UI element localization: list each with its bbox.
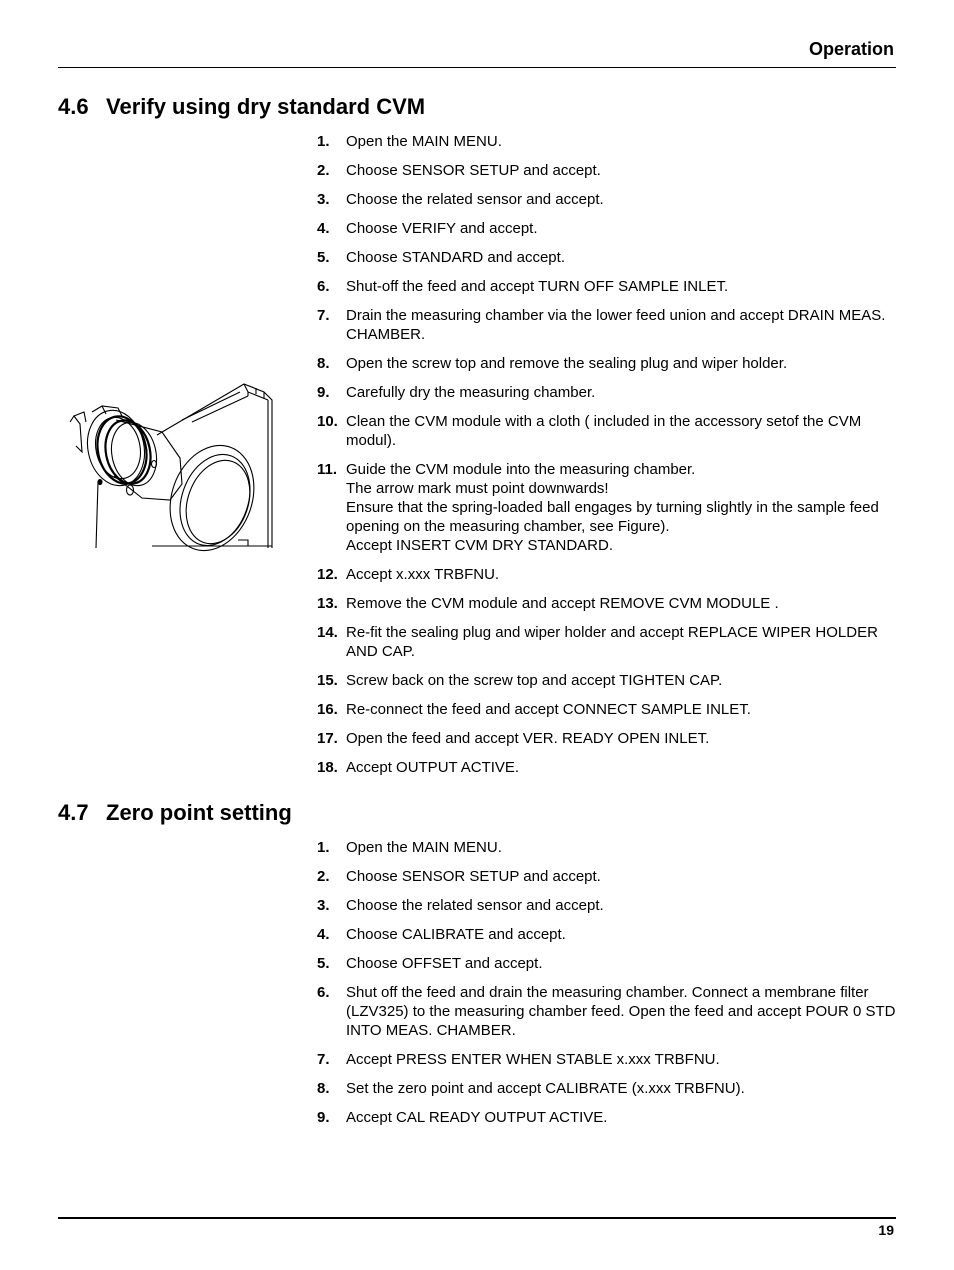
step-text: Clean the CVM module with a cloth ( included in the accessory setof the CVM modul). bbox=[346, 413, 862, 449]
step-text: Re-connect the feed and accept CONNECT SAMPLE INLET. bbox=[346, 701, 751, 718]
step-item bbox=[317, 867, 897, 886]
footer-divider bbox=[58, 1217, 896, 1219]
step-text: Accept x.xxx TRBFNU. bbox=[346, 566, 500, 583]
step-item bbox=[317, 460, 897, 555]
step-text: Re-fit the sealing plug and wiper holder and accept REPLACE WIPER HOLDER AND CAP. bbox=[346, 624, 878, 660]
step-text: Choose OFFSET and accept. bbox=[346, 955, 543, 972]
step-list-zero-point bbox=[317, 838, 897, 1137]
step-item bbox=[317, 594, 897, 613]
step-item bbox=[317, 671, 897, 690]
step-item bbox=[317, 896, 897, 915]
step-item bbox=[317, 354, 897, 373]
step-number: 13. bbox=[317, 595, 338, 612]
step-item bbox=[317, 758, 897, 777]
step-number: 5. bbox=[317, 249, 330, 266]
step-number: 1. bbox=[317, 133, 330, 150]
step-item bbox=[317, 925, 897, 944]
step-number: 16. bbox=[317, 701, 338, 718]
step-text: Carefully dry the measuring chamber. bbox=[346, 384, 596, 401]
step-number: 1. bbox=[317, 839, 330, 856]
step-item bbox=[317, 1079, 897, 1098]
step-text: Open the feed and accept VER. READY OPEN INLET. bbox=[346, 730, 710, 747]
step-number: 12. bbox=[317, 566, 338, 583]
step-text: Open the screw top and remove the sealing plug and wiper holder. bbox=[346, 355, 788, 372]
step-number: 11. bbox=[317, 461, 338, 478]
step-text: Accept INSERT CVM DRY STANDARD. bbox=[346, 537, 614, 554]
step-item bbox=[317, 1050, 897, 1069]
cvm-module-illustration bbox=[62, 380, 282, 552]
step-number: 7. bbox=[317, 307, 330, 324]
step-item bbox=[317, 954, 897, 973]
step-text: Accept OUTPUT ACTIVE. bbox=[346, 759, 520, 776]
step-number: 7. bbox=[317, 1051, 330, 1068]
step-item bbox=[317, 306, 897, 344]
step-number: 9. bbox=[317, 1109, 330, 1126]
step-number: 9. bbox=[317, 384, 330, 401]
step-item bbox=[317, 983, 897, 1040]
step-text: Open the MAIN MENU. bbox=[346, 133, 502, 150]
step-text: Choose SENSOR SETUP and accept. bbox=[346, 162, 601, 179]
page-number: 19 bbox=[878, 1222, 894, 1238]
section-number: 4.7 bbox=[58, 800, 89, 825]
section-title-4-6 bbox=[58, 94, 425, 120]
step-item bbox=[317, 277, 897, 296]
step-item bbox=[317, 623, 897, 661]
step-item bbox=[317, 565, 897, 584]
step-text: Drain the measuring chamber via the lower feed union and accept DRAIN MEAS. CHAMBER. bbox=[346, 307, 886, 343]
step-number: 4. bbox=[317, 220, 330, 237]
step-item bbox=[317, 838, 897, 857]
step-number: 10. bbox=[317, 413, 338, 430]
section-title-4-7 bbox=[58, 800, 292, 826]
step-item bbox=[317, 190, 897, 209]
step-text: Choose the related sensor and accept. bbox=[346, 191, 604, 208]
section-heading: Verify using dry standard CVM bbox=[106, 94, 426, 119]
step-number: 8. bbox=[317, 355, 330, 372]
step-text: Choose SENSOR SETUP and accept. bbox=[346, 868, 601, 885]
step-item bbox=[317, 700, 897, 719]
step-number: 3. bbox=[317, 191, 330, 208]
step-text: Shut off the feed and drain the measuring chamber. Connect a membrane filter (LZV325) to the measuring chamber feed. Open the feed and accept POUR 0 STD INTO MEAS. CHAMBER. bbox=[346, 984, 896, 1039]
step-number: 3. bbox=[317, 897, 330, 914]
step-number: 18. bbox=[317, 759, 338, 776]
step-text: Ensure that the spring-loaded ball engages by turning slightly in the sample feed opening on the measuring chamber, see Figure). bbox=[346, 499, 879, 535]
step-list-verify bbox=[317, 132, 897, 787]
header-divider bbox=[58, 67, 896, 68]
section-number: 4.6 bbox=[58, 94, 89, 119]
step-number: 6. bbox=[317, 278, 330, 295]
step-number: 4. bbox=[317, 926, 330, 943]
step-number: 6. bbox=[317, 984, 330, 1001]
step-text: Set the zero point and accept CALIBRATE (x.xxx TRBFNU). bbox=[346, 1080, 745, 1097]
step-number: 17. bbox=[317, 730, 338, 747]
step-text: Choose CALIBRATE and accept. bbox=[346, 926, 566, 943]
step-item bbox=[317, 729, 897, 748]
step-item bbox=[317, 132, 897, 151]
step-text: Shut-off the feed and accept TURN OFF SAMPLE INLET. bbox=[346, 278, 729, 295]
step-item bbox=[317, 248, 897, 267]
step-number: 2. bbox=[317, 868, 330, 885]
step-text: Accept PRESS ENTER WHEN STABLE x.xxx TRBFNU. bbox=[346, 1051, 720, 1068]
step-number: 2. bbox=[317, 162, 330, 179]
step-text: The arrow mark must point downwards! bbox=[346, 480, 609, 497]
step-item bbox=[317, 161, 897, 180]
step-number: 5. bbox=[317, 955, 330, 972]
step-text: Guide the CVM module into the measuring chamber. bbox=[346, 461, 696, 478]
step-text: Screw back on the screw top and accept TIGHTEN CAP. bbox=[346, 672, 723, 689]
section-heading: Zero point setting bbox=[106, 800, 292, 825]
step-text: Remove the CVM module and accept REMOVE CVM MODULE . bbox=[346, 595, 779, 612]
step-number: 8. bbox=[317, 1080, 330, 1097]
step-item bbox=[317, 412, 897, 450]
step-number: 15. bbox=[317, 672, 338, 689]
step-item bbox=[317, 1108, 897, 1127]
step-text: Choose STANDARD and accept. bbox=[346, 249, 565, 266]
running-header: Operation bbox=[808, 39, 894, 59]
step-item bbox=[317, 219, 897, 238]
step-text: Choose VERIFY and accept. bbox=[346, 220, 538, 237]
step-text: Open the MAIN MENU. bbox=[346, 839, 502, 856]
step-item bbox=[317, 383, 897, 402]
step-number: 14. bbox=[317, 624, 338, 641]
step-text: Choose the related sensor and accept. bbox=[346, 897, 604, 914]
step-text: Accept CAL READY OUTPUT ACTIVE. bbox=[346, 1109, 608, 1126]
